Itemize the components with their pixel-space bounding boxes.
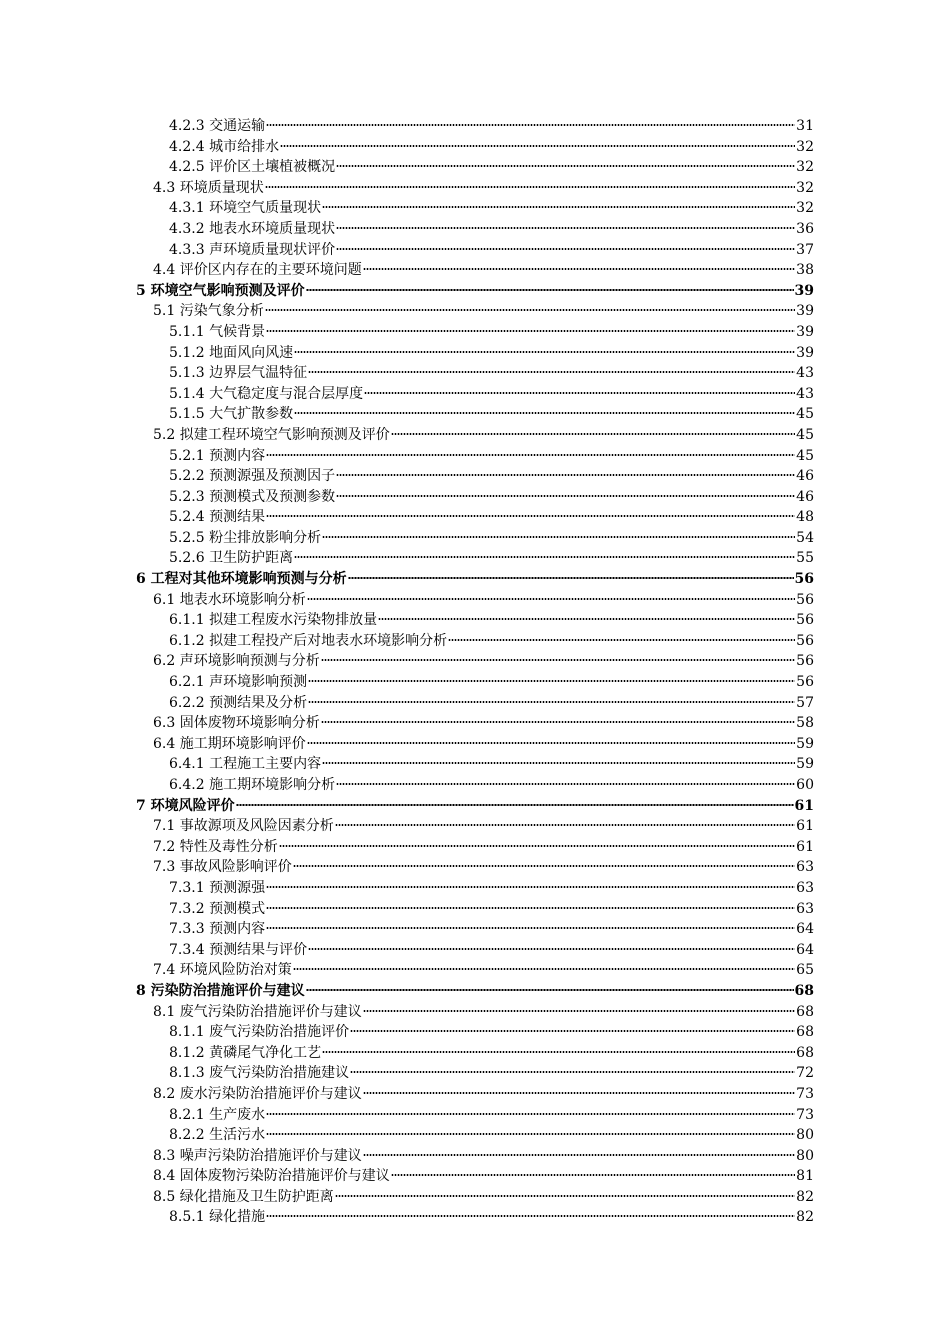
toc-entry[interactable] bbox=[136, 343, 814, 364]
toc-entry-title: 8.1.2 黄磷尾气净化工艺 bbox=[169, 1044, 322, 1061]
toc-entry[interactable] bbox=[136, 301, 814, 322]
toc-entry-page-number: 54 bbox=[796, 529, 814, 546]
toc-entry-page-number: 43 bbox=[796, 385, 814, 402]
toc-entry[interactable] bbox=[136, 981, 814, 1002]
toc-entry-title: 4.3.2 地表水环境质量现状 bbox=[169, 220, 336, 237]
toc-entry-page-number: 65 bbox=[796, 962, 814, 979]
toc-entry-page-number: 80 bbox=[796, 1147, 814, 1164]
dot-leader bbox=[336, 495, 795, 497]
toc-entry-title: 5.1.2 地面风向风速 bbox=[169, 344, 294, 361]
toc-entry-title: 6 工程对其他环境影响预测与分析 bbox=[136, 571, 347, 588]
dot-leader bbox=[266, 1215, 795, 1217]
dot-leader bbox=[306, 289, 794, 291]
toc-entry-page-number: 39 bbox=[796, 344, 814, 361]
dot-leader bbox=[265, 309, 795, 311]
toc-entry[interactable] bbox=[136, 446, 814, 467]
toc-entry-page-number: 31 bbox=[796, 118, 814, 134]
toc-entry-title: 5 环境空气影响预测及评价 bbox=[136, 282, 305, 299]
dot-leader bbox=[335, 1195, 795, 1197]
toc-entry[interactable] bbox=[136, 816, 814, 837]
toc-entry[interactable] bbox=[136, 1146, 814, 1167]
dot-leader bbox=[350, 1071, 795, 1073]
toc-entry-title: 6.4 施工期环境影响评价 bbox=[153, 735, 306, 752]
dot-leader bbox=[307, 598, 795, 600]
dot-leader bbox=[293, 865, 795, 867]
dot-leader bbox=[363, 1154, 795, 1156]
toc-entry-title: 5.1.4 大气稳定度与混合层厚度 bbox=[169, 385, 364, 402]
toc-entry[interactable] bbox=[136, 569, 814, 590]
toc-entry-page-number: 38 bbox=[796, 262, 814, 279]
dot-leader bbox=[266, 927, 795, 929]
toc-entry[interactable] bbox=[136, 919, 814, 940]
toc-entry-page-number: 56 bbox=[794, 571, 814, 588]
toc-entry-title: 6.4.2 施工期环境影响分析 bbox=[169, 777, 336, 793]
toc-entry[interactable] bbox=[136, 198, 814, 219]
toc-entry-title: 6.2 声环境影响预测与分析 bbox=[153, 653, 320, 670]
dot-leader bbox=[266, 1113, 795, 1115]
toc-entry[interactable] bbox=[136, 899, 814, 920]
dot-leader bbox=[294, 351, 795, 353]
toc-entry-title: 7.4 环境风险防治对策 bbox=[153, 962, 292, 979]
toc-entry-page-number: 36 bbox=[796, 220, 814, 237]
toc-entry-page-number: 73 bbox=[796, 1106, 814, 1123]
dot-leader bbox=[266, 515, 795, 517]
toc-entry-page-number: 55 bbox=[796, 550, 814, 567]
toc-entry[interactable] bbox=[136, 1002, 814, 1023]
toc-entry-page-number: 63 bbox=[796, 879, 814, 896]
toc-entry-title: 8.1.3 废气污染防治措施建议 bbox=[169, 1065, 350, 1082]
table-of-contents bbox=[136, 116, 814, 1228]
dot-leader bbox=[350, 1030, 795, 1032]
toc-entry-page-number: 81 bbox=[796, 1168, 814, 1185]
toc-entry[interactable] bbox=[136, 137, 814, 158]
toc-entry-title: 5.2.6 卫生防护距离 bbox=[169, 550, 294, 567]
toc-entry-page-number: 68 bbox=[796, 1003, 814, 1020]
toc-entry-page-number: 61 bbox=[796, 818, 814, 835]
toc-entry-page-number: 46 bbox=[796, 488, 814, 505]
dot-leader bbox=[322, 536, 795, 538]
toc-entry-title: 4.2.3 交通运输 bbox=[169, 118, 266, 134]
toc-entry[interactable] bbox=[136, 940, 814, 961]
toc-entry-page-number: 45 bbox=[796, 426, 814, 443]
dot-leader bbox=[321, 659, 795, 661]
toc-entry[interactable] bbox=[136, 651, 814, 672]
dot-leader bbox=[306, 989, 794, 991]
toc-entry-title: 8.4 固体废物污染防治措施评价与建议 bbox=[153, 1168, 390, 1185]
toc-entry-page-number: 56 bbox=[796, 612, 814, 629]
toc-entry[interactable] bbox=[136, 713, 814, 734]
toc-entry-page-number: 61 bbox=[794, 797, 814, 814]
toc-entry-page-number: 60 bbox=[796, 777, 814, 793]
toc-entry[interactable] bbox=[136, 404, 814, 425]
toc-entry-page-number: 59 bbox=[796, 735, 814, 752]
toc-entry-page-number: 63 bbox=[796, 859, 814, 876]
toc-entry-page-number: 64 bbox=[796, 921, 814, 938]
dot-leader bbox=[391, 433, 795, 435]
toc-entry-page-number: 56 bbox=[796, 653, 814, 670]
dot-leader bbox=[336, 165, 795, 167]
dot-leader bbox=[280, 145, 795, 147]
dot-leader bbox=[348, 577, 794, 579]
toc-entry[interactable] bbox=[136, 754, 814, 775]
toc-entry-page-number: 68 bbox=[794, 982, 814, 999]
dot-leader bbox=[266, 454, 795, 456]
toc-entry[interactable] bbox=[136, 1043, 814, 1064]
toc-entry-title: 8.2.2 生活污水 bbox=[169, 1127, 266, 1144]
toc-entry[interactable] bbox=[136, 1022, 814, 1043]
dot-leader bbox=[308, 680, 795, 682]
toc-entry-title: 5.1.3 边界层气温特征 bbox=[169, 365, 308, 382]
toc-entry-title: 8.2 废水污染防治措施评价与建议 bbox=[153, 1085, 362, 1102]
toc-entry-title: 4.4 评价区内存在的主要环境问题 bbox=[153, 262, 362, 279]
toc-entry-page-number: 32 bbox=[796, 138, 814, 155]
toc-entry-title: 7 环境风险评价 bbox=[136, 797, 235, 814]
toc-entry[interactable] bbox=[136, 466, 814, 487]
toc-entry-page-number: 46 bbox=[796, 468, 814, 485]
toc-entry-page-number: 45 bbox=[796, 447, 814, 464]
toc-entry-page-number: 48 bbox=[796, 509, 814, 526]
toc-entry[interactable] bbox=[136, 734, 814, 755]
toc-entry-title: 5.1 污染气象分析 bbox=[153, 303, 264, 320]
toc-entry[interactable] bbox=[136, 1125, 814, 1146]
toc-entry-title: 7.3.1 预测源强 bbox=[169, 879, 266, 896]
toc-entry-page-number: 56 bbox=[796, 674, 814, 691]
toc-entry-title: 7.2 特性及毒性分析 bbox=[153, 838, 278, 855]
toc-entry-title: 5.2.1 预测内容 bbox=[169, 447, 266, 464]
toc-entry-page-number: 58 bbox=[796, 715, 814, 732]
toc-entry-title: 5.2 拟建工程环境空气影响预测及评价 bbox=[153, 426, 390, 443]
toc-entry[interactable] bbox=[136, 116, 814, 137]
toc-entry[interactable] bbox=[136, 610, 814, 631]
dot-leader bbox=[266, 907, 795, 909]
toc-entry-title: 6.2.2 预测结果及分析 bbox=[169, 694, 308, 711]
toc-entry[interactable] bbox=[136, 775, 814, 796]
toc-entry-title: 5.2.2 预测源强及预测因子 bbox=[169, 468, 336, 485]
toc-entry-page-number: 61 bbox=[796, 838, 814, 855]
toc-entry[interactable] bbox=[136, 281, 814, 302]
toc-entry[interactable] bbox=[136, 960, 814, 981]
toc-entry-title: 5.1.1 气候背景 bbox=[169, 323, 266, 340]
toc-entry-title: 8.3 噪声污染防治措施评价与建议 bbox=[153, 1147, 362, 1164]
toc-entry[interactable] bbox=[136, 425, 814, 446]
toc-entry-page-number: 32 bbox=[796, 179, 814, 196]
toc-entry-title: 5.1.5 大气扩散参数 bbox=[169, 406, 294, 423]
dot-leader bbox=[307, 742, 795, 744]
toc-entry[interactable] bbox=[136, 1166, 814, 1187]
toc-entry[interactable] bbox=[136, 837, 814, 858]
dot-leader bbox=[294, 556, 795, 558]
toc-entry-page-number: 73 bbox=[796, 1085, 814, 1102]
toc-entry[interactable] bbox=[136, 363, 814, 384]
toc-entry-title: 6.1.1 拟建工程废水污染物排放量 bbox=[169, 612, 378, 629]
toc-entry[interactable] bbox=[136, 157, 814, 178]
toc-entry[interactable] bbox=[136, 1187, 814, 1208]
dot-leader bbox=[266, 1133, 795, 1135]
toc-entry-title: 8.5.1 绿化措施 bbox=[169, 1209, 266, 1226]
dot-leader bbox=[308, 371, 795, 373]
toc-entry-page-number: 57 bbox=[796, 694, 814, 711]
toc-entry-title: 8.1.1 废气污染防治措施评价 bbox=[169, 1024, 350, 1041]
dot-leader bbox=[265, 186, 795, 188]
toc-entry[interactable] bbox=[136, 487, 814, 508]
dot-leader bbox=[336, 474, 795, 476]
dot-leader bbox=[363, 1092, 795, 1094]
toc-entry-page-number: 82 bbox=[796, 1209, 814, 1226]
toc-entry-page-number: 56 bbox=[796, 632, 814, 649]
toc-entry[interactable] bbox=[136, 1063, 814, 1084]
toc-entry[interactable] bbox=[136, 240, 814, 261]
toc-entry-page-number: 59 bbox=[796, 756, 814, 773]
toc-entry[interactable] bbox=[136, 693, 814, 714]
toc-entry-page-number: 82 bbox=[796, 1188, 814, 1205]
dot-leader bbox=[279, 845, 795, 847]
toc-entry[interactable] bbox=[136, 384, 814, 405]
toc-entry-page-number: 43 bbox=[796, 365, 814, 382]
toc-entry[interactable] bbox=[136, 1105, 814, 1126]
toc-entry-title: 4.3.3 声环境质量现状评价 bbox=[169, 241, 336, 258]
toc-entry-page-number: 63 bbox=[796, 900, 814, 917]
toc-entry-title: 5.2.3 预测模式及预测参数 bbox=[169, 488, 336, 505]
dot-leader bbox=[266, 330, 795, 332]
dot-leader bbox=[391, 1174, 795, 1176]
toc-entry[interactable] bbox=[136, 178, 814, 199]
toc-entry-page-number: 64 bbox=[796, 941, 814, 958]
toc-entry-title: 6.1 地表水环境影响分析 bbox=[153, 591, 306, 608]
dot-leader bbox=[448, 639, 795, 641]
toc-entry-page-number: 68 bbox=[796, 1044, 814, 1061]
toc-entry-title: 8 污染防治措施评价与建议 bbox=[136, 982, 305, 999]
dot-leader bbox=[321, 721, 795, 723]
toc-entry-title: 6.2.1 声环境影响预测 bbox=[169, 674, 308, 691]
toc-entry-page-number: 68 bbox=[796, 1024, 814, 1041]
toc-entry-title: 4.3 环境质量现状 bbox=[153, 179, 264, 196]
toc-entry[interactable] bbox=[136, 590, 814, 611]
toc-entry[interactable] bbox=[136, 322, 814, 343]
toc-entry-page-number: 56 bbox=[796, 591, 814, 608]
dot-leader bbox=[308, 948, 795, 950]
toc-entry[interactable] bbox=[136, 878, 814, 899]
toc-entry-page-number: 45 bbox=[796, 406, 814, 423]
toc-entry-title: 4.3.1 环境空气质量现状 bbox=[169, 200, 322, 217]
dot-leader bbox=[336, 783, 795, 785]
toc-entry-title: 4.2.5 评价区土壤植被概况 bbox=[169, 159, 336, 176]
toc-entry-title: 7.3.4 预测结果与评价 bbox=[169, 941, 308, 958]
dot-leader bbox=[266, 124, 795, 126]
toc-entry-title: 6.1.2 拟建工程投产后对地表水环境影响分析 bbox=[169, 632, 448, 649]
toc-entry[interactable] bbox=[136, 528, 814, 549]
toc-entry-title: 8.1 废气污染防治措施评价与建议 bbox=[153, 1003, 362, 1020]
toc-entry-title: 5.2.5 粉尘排放影响分析 bbox=[169, 529, 322, 546]
dot-leader bbox=[364, 392, 795, 394]
toc-entry-title: 7.1 事故源项及风险因素分析 bbox=[153, 818, 334, 835]
toc-entry[interactable] bbox=[136, 219, 814, 240]
toc-entry[interactable] bbox=[136, 631, 814, 652]
dot-leader bbox=[293, 968, 795, 970]
dot-leader bbox=[308, 701, 795, 703]
toc-entry-page-number: 39 bbox=[796, 323, 814, 340]
toc-entry-title: 7.3.2 预测模式 bbox=[169, 900, 266, 917]
toc-entry-page-number: 39 bbox=[794, 282, 814, 299]
dot-leader bbox=[322, 206, 795, 208]
dot-leader bbox=[236, 804, 794, 806]
toc-entry-page-number: 72 bbox=[796, 1065, 814, 1082]
dot-leader bbox=[363, 268, 795, 270]
toc-entry[interactable] bbox=[136, 1084, 814, 1105]
toc-entry-title: 5.2.4 预测结果 bbox=[169, 509, 266, 526]
toc-entry-title: 8.2.1 生产废水 bbox=[169, 1106, 266, 1123]
toc-entry[interactable] bbox=[136, 1207, 814, 1228]
dot-leader bbox=[336, 248, 795, 250]
toc-entry-title: 4.2.4 城市给排水 bbox=[169, 138, 280, 155]
toc-entry-page-number: 39 bbox=[796, 303, 814, 320]
toc-entry[interactable] bbox=[136, 507, 814, 528]
toc-entry-page-number: 32 bbox=[796, 159, 814, 176]
toc-entry-title: 6.3 固体废物环境影响分析 bbox=[153, 715, 320, 732]
dot-leader bbox=[322, 1051, 795, 1053]
toc-entry[interactable] bbox=[136, 672, 814, 693]
dot-leader bbox=[335, 824, 795, 826]
dot-leader bbox=[336, 227, 795, 229]
toc-entry-page-number: 37 bbox=[796, 241, 814, 258]
toc-entry-title: 6.4.1 工程施工主要内容 bbox=[169, 756, 322, 773]
toc-entry-page-number: 80 bbox=[796, 1127, 814, 1144]
toc-entry[interactable] bbox=[136, 857, 814, 878]
toc-entry-title: 8.5 绿化措施及卫生防护距离 bbox=[153, 1188, 334, 1205]
toc-entry-page-number: 32 bbox=[796, 200, 814, 217]
toc-entry[interactable] bbox=[136, 796, 814, 817]
toc-entry-title: 7.3 事故风险影响评价 bbox=[153, 859, 292, 876]
dot-leader bbox=[363, 1010, 795, 1012]
dot-leader bbox=[294, 412, 795, 414]
toc-entry-title: 7.3.3 预测内容 bbox=[169, 921, 266, 938]
toc-entry[interactable] bbox=[136, 548, 814, 569]
dot-leader bbox=[266, 886, 795, 888]
toc-entry[interactable] bbox=[136, 260, 814, 281]
dot-leader bbox=[378, 618, 795, 620]
dot-leader bbox=[322, 762, 795, 764]
